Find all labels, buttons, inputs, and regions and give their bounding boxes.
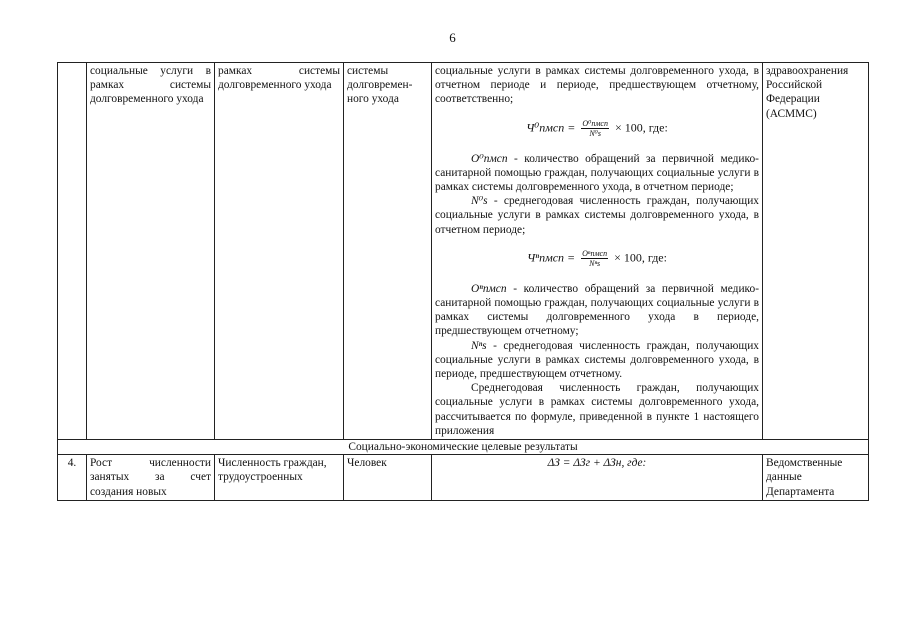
indicators-table [57, 62, 869, 501]
method-note: Среднегодовая численность граждан, получающих социальные услуги в рамках системы долговременного ухода, рассчитывается по формуле, приведенной в пункте 1 настоящего приложения [435, 382, 759, 437]
fraction-numerator: O⁰пмсп [582, 118, 608, 128]
formula-tail: × 100, где: [614, 250, 667, 265]
table-row [58, 455, 869, 501]
fraction-denominator: Nⁿs [589, 258, 601, 268]
def-symbol: Oⁿпмсп [471, 282, 507, 295]
definition-1 [435, 152, 759, 195]
definition-3 [435, 282, 759, 339]
formula-lhs: Ч⁰пмсп [526, 119, 565, 134]
section-title: Социально-экономические целевые результаты [58, 440, 869, 455]
fraction [581, 119, 609, 138]
cell-unit: системы долговремен-ного ухода [344, 63, 432, 440]
cell-indicator: социальные услуги в рамках системы долговременного ухода [87, 63, 215, 440]
cell-definition: рамках системы долговременного ухода [215, 63, 344, 440]
cell-unit: Человек [344, 455, 432, 501]
def-text: - количество обращений за первичной медико-санитарной помощью граждан, получающих социальные услуги в рамках системы долговременного ухода, в отчетном периоде; [435, 152, 759, 194]
def-symbol: Nⁿs [471, 339, 487, 352]
cell-source: здравоохранения Российской Федерации (АСММС) [763, 63, 869, 440]
method-intro: социальные услуги в рамках системы долговременного ухода, в отчетном периоде и периоде, предшествующем отчетному, соответственно; [435, 65, 759, 106]
formula-previous: Чⁿпмсп = $\frac{\text{Oⁿпмсп}}{\text{Nⁿs}}$ × 100, где: [527, 248, 667, 268]
formula-current: Ч⁰пмсп = $\frac{\text{O⁰пмсп}}{\text{N⁰s}}$ × 100, где: [526, 118, 668, 138]
page-number: 6 [449, 30, 456, 45]
section-row [58, 440, 869, 455]
cell-source: Ведомственные данные Департамента [763, 455, 869, 501]
fraction [581, 249, 608, 268]
cell-definition: Численность граждан, трудоустроенных [215, 455, 344, 501]
def-text: - среднегодовая численность граждан, получающих социальные услуги в рамках системы долговременного ухода, в отчетном периоде; [435, 195, 759, 236]
formula-employment: ΔЗ = ΔЗг + ΔЗн, где: [547, 457, 647, 470]
table-row [58, 63, 869, 440]
cell-number [58, 63, 87, 440]
formula-tail: × 100, где: [614, 119, 668, 134]
cell-method [432, 63, 763, 440]
definition-2 [435, 194, 759, 237]
definition-4 [435, 339, 759, 382]
cell-number: 4. [58, 455, 87, 501]
def-symbol: O⁰пмсп [471, 152, 508, 165]
def-text: - количество обращений за первичной медико-санитарной помощью граждан, получающих социальные услуги в рамках системы долговременного ухода в периоде, предшествующем отчетному; [435, 282, 759, 338]
fraction-denominator: N⁰s [589, 128, 601, 138]
formula-lhs: Чⁿпмсп [527, 250, 565, 265]
cell-method [432, 455, 763, 501]
cell-indicator: Рост численности занятых за счет создания новых [87, 455, 215, 501]
def-symbol: N⁰s [471, 195, 488, 208]
def-text: - среднегодовая численность граждан, получающих социальные услуги в рамках системы долговременного ухода, в периоде, предшествующем отчетному. [435, 339, 759, 381]
fraction-numerator: Oⁿпмсп [582, 248, 608, 258]
